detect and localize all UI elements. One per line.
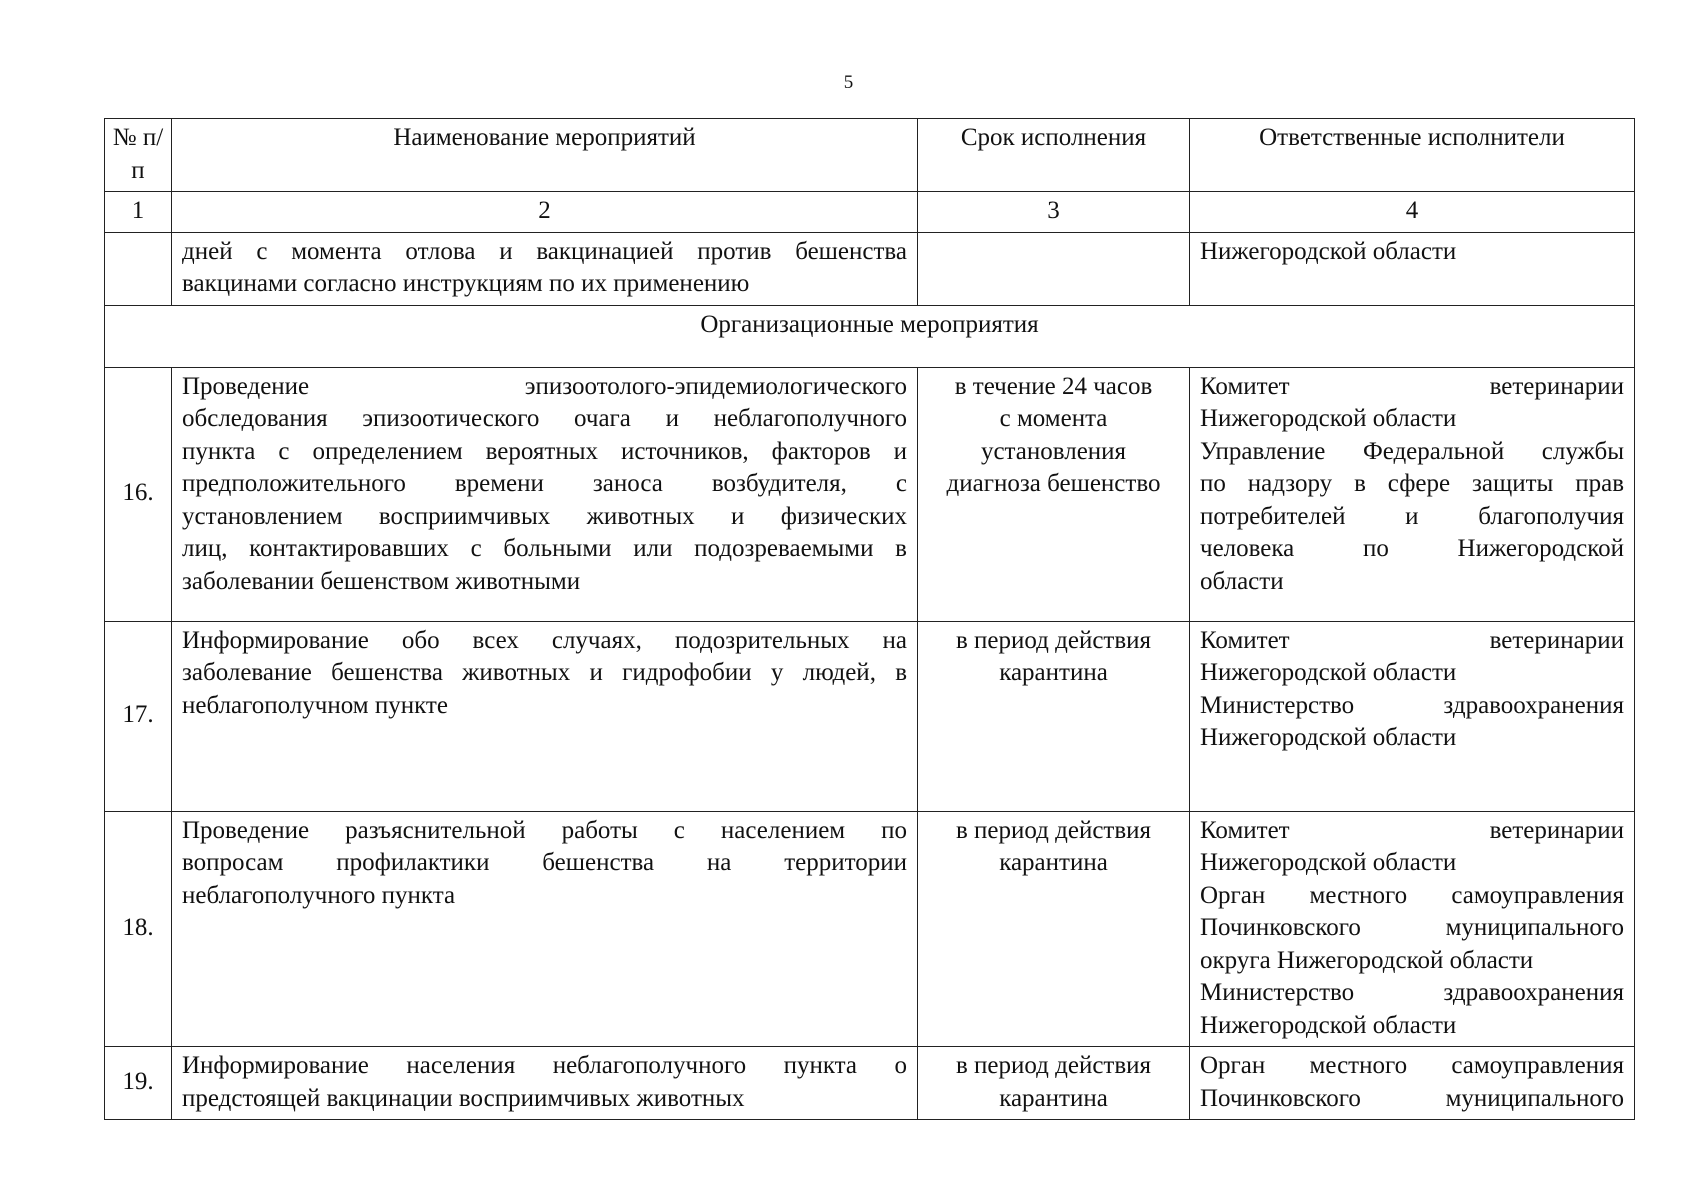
column-index: 1 <box>105 192 172 233</box>
row-number: 18. <box>105 811 172 1047</box>
text-line: округа Нижегородской области <box>1200 946 1534 974</box>
row-name-cell <box>172 232 918 305</box>
column-index: 4 <box>1190 192 1635 233</box>
row-term-cell <box>918 1047 1190 1120</box>
text-line: человека по Нижегородской <box>1200 535 1624 562</box>
column-index: 3 <box>918 192 1190 233</box>
text-line: Проведение эпизоотолого-эпидемиологического <box>182 372 907 400</box>
row-number: 16. <box>105 367 172 621</box>
text-line: в течение 24 часов <box>954 372 1153 400</box>
table-row <box>105 367 1635 621</box>
text-line: дней с момента отлова и вакцинацией против бешенства <box>182 237 907 265</box>
text-line: Орган местного самоуправления <box>1200 881 1624 909</box>
text-line: установлением восприимчивых животных и физических <box>182 502 907 530</box>
section-row <box>105 305 1635 367</box>
text-line: карантина <box>999 1084 1108 1112</box>
row-responsible-cell <box>1190 232 1635 305</box>
row-name-cell <box>172 621 918 811</box>
text-line: установления <box>980 437 1127 465</box>
row-name-cell <box>172 811 918 1047</box>
text-line: обследования эпизоотического очага и неблагополучного <box>182 405 907 432</box>
measures-table <box>104 118 1635 1120</box>
text-line: Нижегородской области <box>1200 1011 1457 1039</box>
header-name: Наименование мероприятий <box>172 119 918 192</box>
text-line: Нижегородской области <box>1200 724 1457 751</box>
text-line: Проведение разъяснительной работы с населением по <box>182 816 907 844</box>
text-line: Нижегородской области <box>1200 659 1457 686</box>
row-name-cell <box>172 367 918 621</box>
column-index: 2 <box>172 192 918 233</box>
text-line: вопросам профилактики бешенства на территории <box>182 849 907 876</box>
row-responsible-cell <box>1190 367 1635 621</box>
text-line: в период действия <box>955 816 1152 844</box>
table-row <box>105 621 1635 811</box>
text-line: диагноза бешенство <box>946 470 1161 497</box>
text-line: Починковского муниципального <box>1200 914 1624 941</box>
text-line: по надзору в сфере защиты прав <box>1200 470 1624 497</box>
text-line: Информирование населения неблагополучного пункта о <box>182 1052 907 1079</box>
column-index-row <box>105 192 1635 233</box>
section-title: Организационные мероприятия <box>105 305 1635 367</box>
text-line: Нижегородской области <box>1200 405 1457 432</box>
header-term: Срок исполнения <box>918 119 1190 192</box>
row-number: 19. <box>105 1047 172 1120</box>
text-line: потребителей и благополучия <box>1200 502 1624 530</box>
page-number: 5 <box>843 72 854 93</box>
text-line: неблагополучном пункте <box>182 691 448 719</box>
row-responsible-cell <box>1190 1047 1635 1120</box>
text-line: Информирование обо всех случаях, подозрительных на <box>182 626 907 654</box>
text-line: области <box>1200 567 1284 595</box>
text-line: с момента <box>999 405 1108 432</box>
text-line: Министерство здравоохранения <box>1200 691 1624 719</box>
text-line: Комитет ветеринарии <box>1200 626 1624 654</box>
text-line: вакцинами согласно инструкциям по их применению <box>182 270 750 297</box>
text-line: карантина <box>999 849 1108 876</box>
header-responsible: Ответственные исполнители <box>1190 119 1635 192</box>
text-line: в период действия <box>955 626 1152 654</box>
text-line: Управление Федеральной службы <box>1200 437 1624 465</box>
text-line: пункта с определением вероятных источников, факторов и <box>182 437 907 465</box>
text-line: Нижегородской области <box>1200 237 1457 265</box>
text-line: заболевание бешенства животных и гидрофобии у людей, в <box>182 659 907 686</box>
row-responsible-cell <box>1190 811 1635 1047</box>
row-term-cell <box>918 621 1190 811</box>
table-header-row <box>105 119 1635 192</box>
row-number: 17. <box>105 621 172 811</box>
text-line: Починковского муниципального <box>1200 1084 1624 1112</box>
row-term-cell <box>918 232 1190 305</box>
text-line: предстоящей вакцинации восприимчивых животных <box>182 1084 745 1112</box>
text-line: неблагополучного пункта <box>182 881 456 909</box>
text-line: лиц, контактировавших с больными или подозреваемыми в <box>182 535 907 562</box>
text-line: карантина <box>999 659 1108 686</box>
text-line: предположительного времени заноса возбудителя, с <box>182 470 907 497</box>
text-line: Министерство здравоохранения <box>1200 979 1624 1006</box>
row-term-cell <box>918 811 1190 1047</box>
row-name-cell <box>172 1047 918 1120</box>
header-number: № п/п <box>105 119 172 192</box>
table-row-continuation <box>105 232 1635 305</box>
text-line: Комитет ветеринарии <box>1200 372 1624 400</box>
text-line: Комитет ветеринарии <box>1200 816 1624 844</box>
table-row <box>105 811 1635 1047</box>
text-line: Орган местного самоуправления <box>1200 1052 1624 1079</box>
table-row <box>105 1047 1635 1120</box>
row-number-cell <box>105 232 172 305</box>
text-line: заболевании бешенством животными <box>182 567 581 595</box>
row-term-cell <box>918 367 1190 621</box>
text-line: Нижегородской области <box>1200 849 1457 876</box>
row-responsible-cell <box>1190 621 1635 811</box>
text-line: в период действия <box>955 1052 1152 1079</box>
